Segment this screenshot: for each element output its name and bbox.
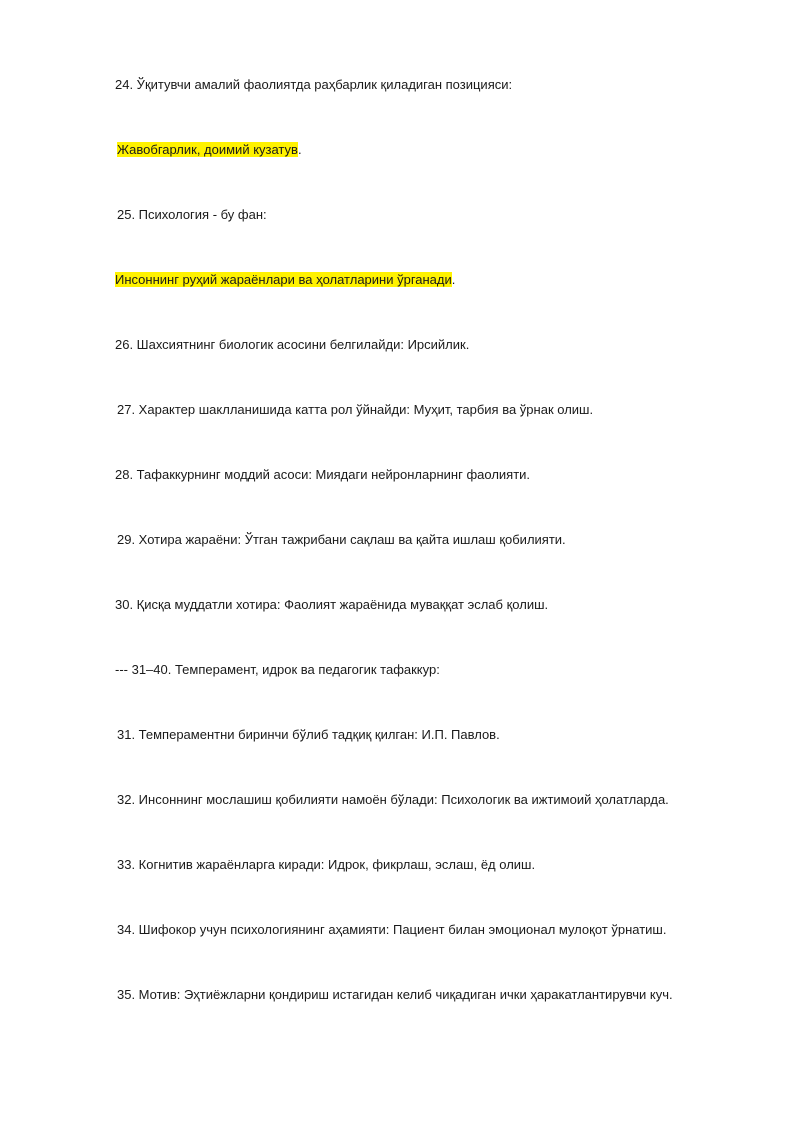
item-35: 35. Мотив: Эҳтиёжларни қондириш истагидан келиб чиқадиган ички ҳаракатлантирувчи куч. xyxy=(117,987,673,1002)
item-26: 26. Шахсиятнинг биологик асосини белгилайди: Ирсийлик. xyxy=(115,337,470,352)
item-27: 27. Характер шаклланишида катта рол ўйнайди: Муҳит, тарбия ва ўрнак олиш. xyxy=(117,402,594,417)
question-24: 24. Ўқитувчи амалий фаолиятда раҳбарлик қиладиган позицияси: xyxy=(115,77,513,92)
section-heading-31-40: --- 31–40. Темперамент, идрок ва педагогик тафаккур: xyxy=(115,662,440,677)
item-32: 32. Инсоннинг мослашиш қобилияти намоён бўлади: Психологик ва ижтимоий ҳолатларда. xyxy=(117,792,669,807)
answer-24 xyxy=(117,141,302,159)
item-31: 31. Темпераментни биринчи бўлиб тадқиқ қилган: И.П. Павлов. xyxy=(117,727,500,742)
answer-24-period: . xyxy=(297,142,302,157)
item-29: 29. Хотира жараёни: Ўтган тажрибани сақлаш ва қайта ишлаш қобилияти. xyxy=(117,532,566,547)
highlighted-answer-25: Инсоннинг руҳий жараёнлари ва ҳолатларини ўрганади xyxy=(115,272,452,287)
item-30: 30. Қисқа муддатли хотира: Фаолият жараёнида муваққат эслаб қолиш. xyxy=(115,597,549,612)
item-33: 33. Когнитив жараёнларга киради: Идрок, фикрлаш, эслаш, ёд олиш. xyxy=(117,857,536,872)
question-25: 25. Психология - бу фан: xyxy=(117,207,267,222)
item-34: 34. Шифокор учун психологиянинг аҳамияти: Пациент билан эмоционал мулоқот ўрнатиш. xyxy=(117,922,667,937)
answer-25 xyxy=(115,271,455,289)
highlighted-answer-24: Жавобгарлик, доимий кузатув xyxy=(117,142,298,157)
item-28: 28. Тафаккурнинг моддий асоси: Миядаги нейронларнинг фаолияти. xyxy=(115,467,531,482)
answer-25-period: . xyxy=(451,272,456,287)
